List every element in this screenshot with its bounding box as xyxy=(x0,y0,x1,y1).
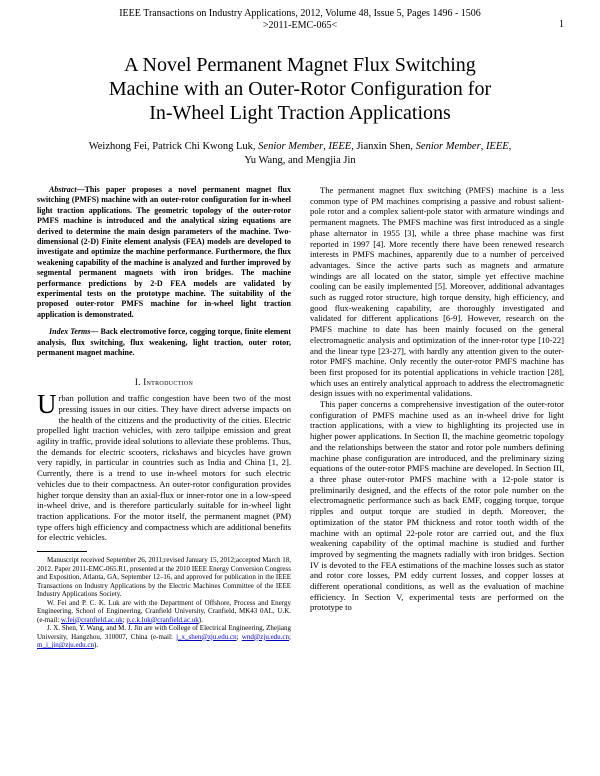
index-terms-text: — Back electromotive force, cogging torque, finite element analysis, flux switching, flux weakening, light traction, outer rotor, permanent magnet machine. xyxy=(37,327,291,358)
page-number: 1 xyxy=(559,19,564,30)
journal-header: IEEE Transactions on Industry Applications, 2012, Volume 48, Issue 5, Pages 1496 - 1506 xyxy=(119,8,481,19)
right-column xyxy=(310,185,564,613)
author-sep-3: , xyxy=(508,141,512,152)
title-line-2: Machine with an Outer-Rotor Configuration for xyxy=(108,78,492,100)
footnote-affiliation-1 xyxy=(37,599,291,625)
authors-part-2: , Jianxin Shen, xyxy=(351,141,416,152)
right-paragraph-2: This paper concerns a comprehensive investigation of the outer-rotor configuration of PMFS machine used as an in-wheel drive for light traction applications, with a view to highlighting its projected use in higher power applications. In Section II, the machine geometric topology and the relationships between the stator and rotor pole numbers defining machine phase configuration are introduced, and the preliminary sizing equations of the outer-rotor PMFS machine are developed. In Section III, a three phase outer-rotor PMFS machine with a 12-pole stator is preliminarily designed, and the effects of the rotor pole number on the electromagnetic performance such as back EMF, cogging torque, torque ripples and output torque are studied in depth. Moreover, the optimization of the stator PM thickness and rotor tooth width of the machine with an optimal 22-pole rotor are carried out, and the flux weakening capability of the optimal machine is studied and further improved by segmenting the magnets radially with iron bridges. Section IV is devoted to the FEA estimations of the machine losses such as stator and rotor core losses, PM eddy current losses, and copper losses at different operational conditions, as well as the evaluation of machine efficiency. In Section V, experimental tests are performed on the prototype to xyxy=(310,399,564,613)
title-line-3: In-Wheel Light Traction Applications xyxy=(149,102,451,124)
email-link-fei[interactable]: w.fei@cranfield.ac.uk xyxy=(60,615,123,624)
author-ieee-1: IEEE xyxy=(328,141,352,152)
email-link-shen[interactable]: j_x_shen@zju.edu.cn xyxy=(176,632,237,641)
intro-paragraph xyxy=(37,389,291,543)
paper-id: >2011-EMC-065< xyxy=(262,20,338,31)
authors-part-1: Weizhong Fei, Patrick Chi Kwong Luk, xyxy=(88,141,259,152)
authors-part-3: Yu Wang, and Mengjia Jin xyxy=(244,155,356,166)
abstract-label: Abstract xyxy=(49,185,77,194)
index-terms xyxy=(37,327,291,358)
author-sep-1: , xyxy=(323,141,329,152)
fn2-end: ). xyxy=(198,615,203,624)
email-link-luk[interactable]: p.c.k.luk@cranfield.ac.uk xyxy=(126,615,199,624)
author-rank-1: Senior Member xyxy=(258,141,324,152)
author-rank-2: Senior Member xyxy=(415,141,481,152)
intro-text: rban pollution and traffic congestion have been two of the most pressing issues in our cities. They have direct adverse impacts on the health of the citizens and the productivity of the cities. Electric propelled light traction vehicles, with zero tailpipe emission and great agility in traffic, provide ideal solutions to alleviate these problems. Thus, the demands for electric scooters, rickshaws and bicycles have grown very rapidly, in particular in countries such as India and China [1, 2]. Currently, there is a trend to use in-wheel motors for such electric vehicles due to their compactness. An outer-rotor configuration provides higher torque density than an axial-flux or inner-rotor one in a low-speed in-wheel drive, and is therefore particularly suitable for in-wheel light traction applications. For the motor itself, the permanent magnet (PM) type offers high efficiency and compactness which are additional benefits for electric vehicles. xyxy=(37,393,291,543)
right-paragraph-1: The permanent magnet flux switching (PMFS) machine is a less common type of PM machines comprising a passive and robust salient-pole rotor and a complex salient-pole stator with armature windings and permanent magnets. The PMFS machine was first introduced as a single phase alternator in 1955 [3], while a three phase machine was first reported in 1997 [4]. More recently there have been renewed research interests in PMFS machines, apparently due to a number of perceived advantages. Since the active parts such as magnets and armature windings are all located on the stator, simple yet effective machine cooling can be easily implemented [5]. Moreover, additional advantages such as rugged rotor structure, high torque density, high efficiency, and good flux-weakening capability, are thoroughly investigated and validated for different applications [6-9]. However, research on the PMFS machine to date has been mainly focused on the general electromagnetic analysis and optimization of the inner-rotor type [10-22] and the linear type [23-27], with hardly any attention given to the outer-rotor PMFS machine. Only recently the outer-rotor PMFS machine has been first proposed for its potential applications in vehicle traction [28], which uses an entirely analytical approach to address the electromagnetic design issues with no experimental validations. xyxy=(310,185,564,399)
left-column xyxy=(37,185,291,650)
fn3-sep-1: ; xyxy=(236,632,242,641)
email-link-wang[interactable]: wnd@zju.edu.cn xyxy=(241,632,290,641)
author-ieee-2: IEEE xyxy=(485,141,509,152)
author-list xyxy=(40,140,560,168)
footnote-manuscript: Manuscript received September 26, 2011;revised January 15, 2012;accepted March 18, 2012. Paper 2011-EMC-065.R1, presented at the 2010 IEEE Energy Conversion Congress and Exposition, Atlanta, GA, September 12–16, and approved for publication in the IEEE Transactions on Industry Applications by the Electric Machines Committee of the IEEE Industry Applications Society. xyxy=(37,556,291,599)
section-title: Introduction xyxy=(143,376,194,387)
index-terms-label: Index Terms xyxy=(49,327,91,337)
email-link-jin[interactable]: m_j_jin@zju.edu.cn xyxy=(37,641,94,650)
fn3-sep-2: ; xyxy=(289,632,291,641)
abstract xyxy=(37,185,291,320)
fn2-text: W. Fei and P. C. K. Luk are with the Department of Offshore, Process and Energy Engineering, School of Engineering, Cranfield University, Cranfield, MK43 0AL, U.K. (e-mail: xyxy=(37,598,291,624)
paper-title xyxy=(40,53,560,125)
fn3-text: J. X. Shen, Y. Wang, and M. J. Jin are with College of Electrical Engineering, Zhejiang University, Hangzhou, 310007, China (e-mail: xyxy=(37,624,291,641)
abstract-text: —This paper proposes a novel permanent magnet flux switching (PMFS) machine with an outer-rotor configuration for in-wheel light traction applications. The geometric topology of the outer-rotor PMFS machine is introduced and the analytical sizing equations are derived to determine the main design parameters of the machine. Two-dimensional (2-D) Finite element analysis (FEA) models are developed to investigate and optimize the machine performance. Furthermore, the flux weakening capability of the machine is analyzed and further improved by segmental permanent magnets with iron bridges. The machine performance predictions by 2-D FEA models are validated by experimental tests on the prototype machine. The suitability of the proposed outer-rotor PMFS machine for in-wheel light traction application is demonstrated. xyxy=(37,185,291,319)
footnote-rule xyxy=(37,551,87,552)
drop-cap: U xyxy=(37,389,57,420)
fn2-sep: ; xyxy=(122,615,127,624)
footnote-affiliation-2 xyxy=(37,624,291,650)
section-heading-introduction xyxy=(37,377,291,388)
title-line-1: A Novel Permanent Magnet Flux Switching xyxy=(124,54,476,76)
section-number: I. xyxy=(134,376,144,387)
author-sep-2: , xyxy=(480,141,486,152)
fn3-end: ). xyxy=(94,641,99,650)
